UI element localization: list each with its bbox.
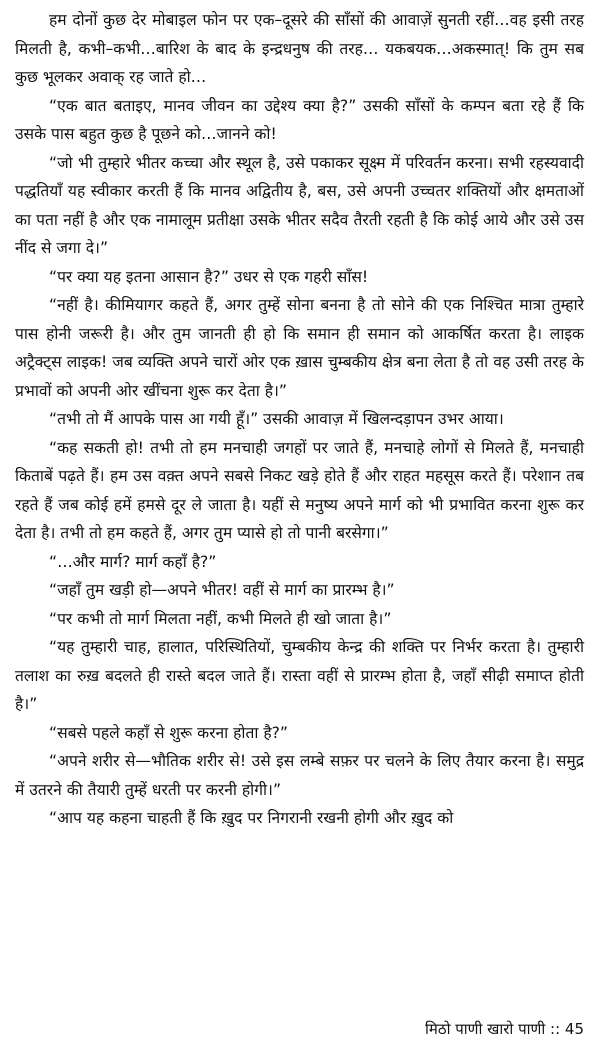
paragraph: “सबसे पहले कहाँ से शुरू करना होता है?”: [49, 723, 288, 742]
paragraph: हम दोनों कुछ देर मोबाइल फोन पर एक–दूसरे की साँसों की आवाज़ें सुनती रहीं…वह इसी तरह मिलती है, कभी–कभी…बारिश के बाद के इन्द्रधनुष की तरह… यकबयक…अकस्मात्! कि तुम सब कुछ भूलकर अवाक् रह जाते हो…: [15, 11, 584, 86]
paragraph: “अपने शरीर से—भौतिक शरीर से! उसे इस लम्बे सफ़र पर चलने के लिए तैयार करना है। समुद्र में उतरने की तैयारी तुम्हें धरती पर करनी होगी।”: [15, 752, 584, 799]
paragraph: “तभी तो मैं आपके पास आ गयी हूँ।” उसकी आवाज़ में खिलन्दड़ापन उभर आया।: [49, 410, 504, 428]
paragraph: “पर क्या यह इतना आसान है?” उधर से एक गहरी साँस!: [49, 267, 369, 286]
paragraph: “पर कभी तो मार्ग मिलता नहीं, कभी मिलते ही खो जाता है।”: [49, 609, 392, 628]
paragraph: “जो भी तुम्हारे भीतर कच्चा और स्थूल है, उसे पकाकर सूक्ष्म में परिवर्तन करना। सभी रहस्यवादी पद्धतियाँ यह स्वीकार करती हैं कि मानव अद्वितीय है, बस, उसे अपनी उच्चतर शक्तियों और क्षमताओं का पता नहीं है और एक नामालूम प्रतीक्षा उसके भीतर सदैव तैरती रहती है कि कोई आये और उसे उस नींद से जगा दे।”: [15, 153, 584, 257]
paragraph: “कह सकती हो! तभी तो हम मनचाही जगहों पर जाते हैं, मनचाहे लोगों से मिलते हैं, मनचाही किताबें पढ़ते हैं। हम उस वक़्त अपने सबसे निकट खड़े होते हैं और राहत महसूस करते हैं। परेशान तब रहते हैं जब कोई हमें हमसे दूर ले जाता है। यहीं से मनुष्य अपने मार्ग को भी प्रभावित करना शुरू कर देता है। तभी तो हम कहते हैं, अगर तुम प्यासे हो तो पानी बरसेगा।”: [15, 438, 584, 542]
paragraph: “…और मार्ग? मार्ग कहाँ है?”: [49, 552, 217, 571]
paragraph: “जहाँ तुम खड़ी हो—अपने भीतर! वहीं से मार्ग का प्रारम्भ है।”: [49, 581, 395, 599]
paragraph: “एक बात बताइए, मानव जीवन का उद्देश्य क्या है?” उसकी साँसों के कम्पन बता रहे हैं कि उसके पास बहुत कुछ है पूछने को…जानने को!: [15, 96, 584, 143]
footer-separator: ::: [550, 1020, 561, 1038]
running-title: मिठो पाणी खारो पाणी: [425, 1020, 546, 1038]
body-text: [15, 6, 584, 833]
paragraph: “नहीं है। कीमियागर कहते हैं, अगर तुम्हें सोना बनना है तो सोने की एक निश्चित मात्रा तुम्हारे पास होनी जरूरी है। और तुम जानती ही हो कि समान ही समान को आकर्षित करता है। लाइक अट्रैक्ट्स लाइक! जब व्यक्ति अपने चारों ओर एक ख़ास चुम्बकीय क्षेत्र बना लेता है तो वह उसी तरह के प्रभावों को अपनी ओर खींचना शुरू कर देता है।”: [15, 296, 584, 400]
paragraph: “आप यह कहना चाहती हैं कि ख़ुद पर निगरानी रखनी होगी और ख़ुद को: [49, 809, 454, 827]
page-number: 45: [564, 1020, 584, 1038]
paragraph: “यह तुम्हारी चाह, हालात, परिस्थितियों, चुम्बकीय केन्द्र की शक्ति पर निर्भर करता है। तुम्हारी तलाश का रुख़ बदलते ही रास्ते बदल जाते हैं। रास्ता वहीं से प्रारम्भ होता है, जहाँ सीढ़ी समाप्त होती है।”: [15, 638, 584, 713]
page-footer: [425, 1019, 584, 1039]
